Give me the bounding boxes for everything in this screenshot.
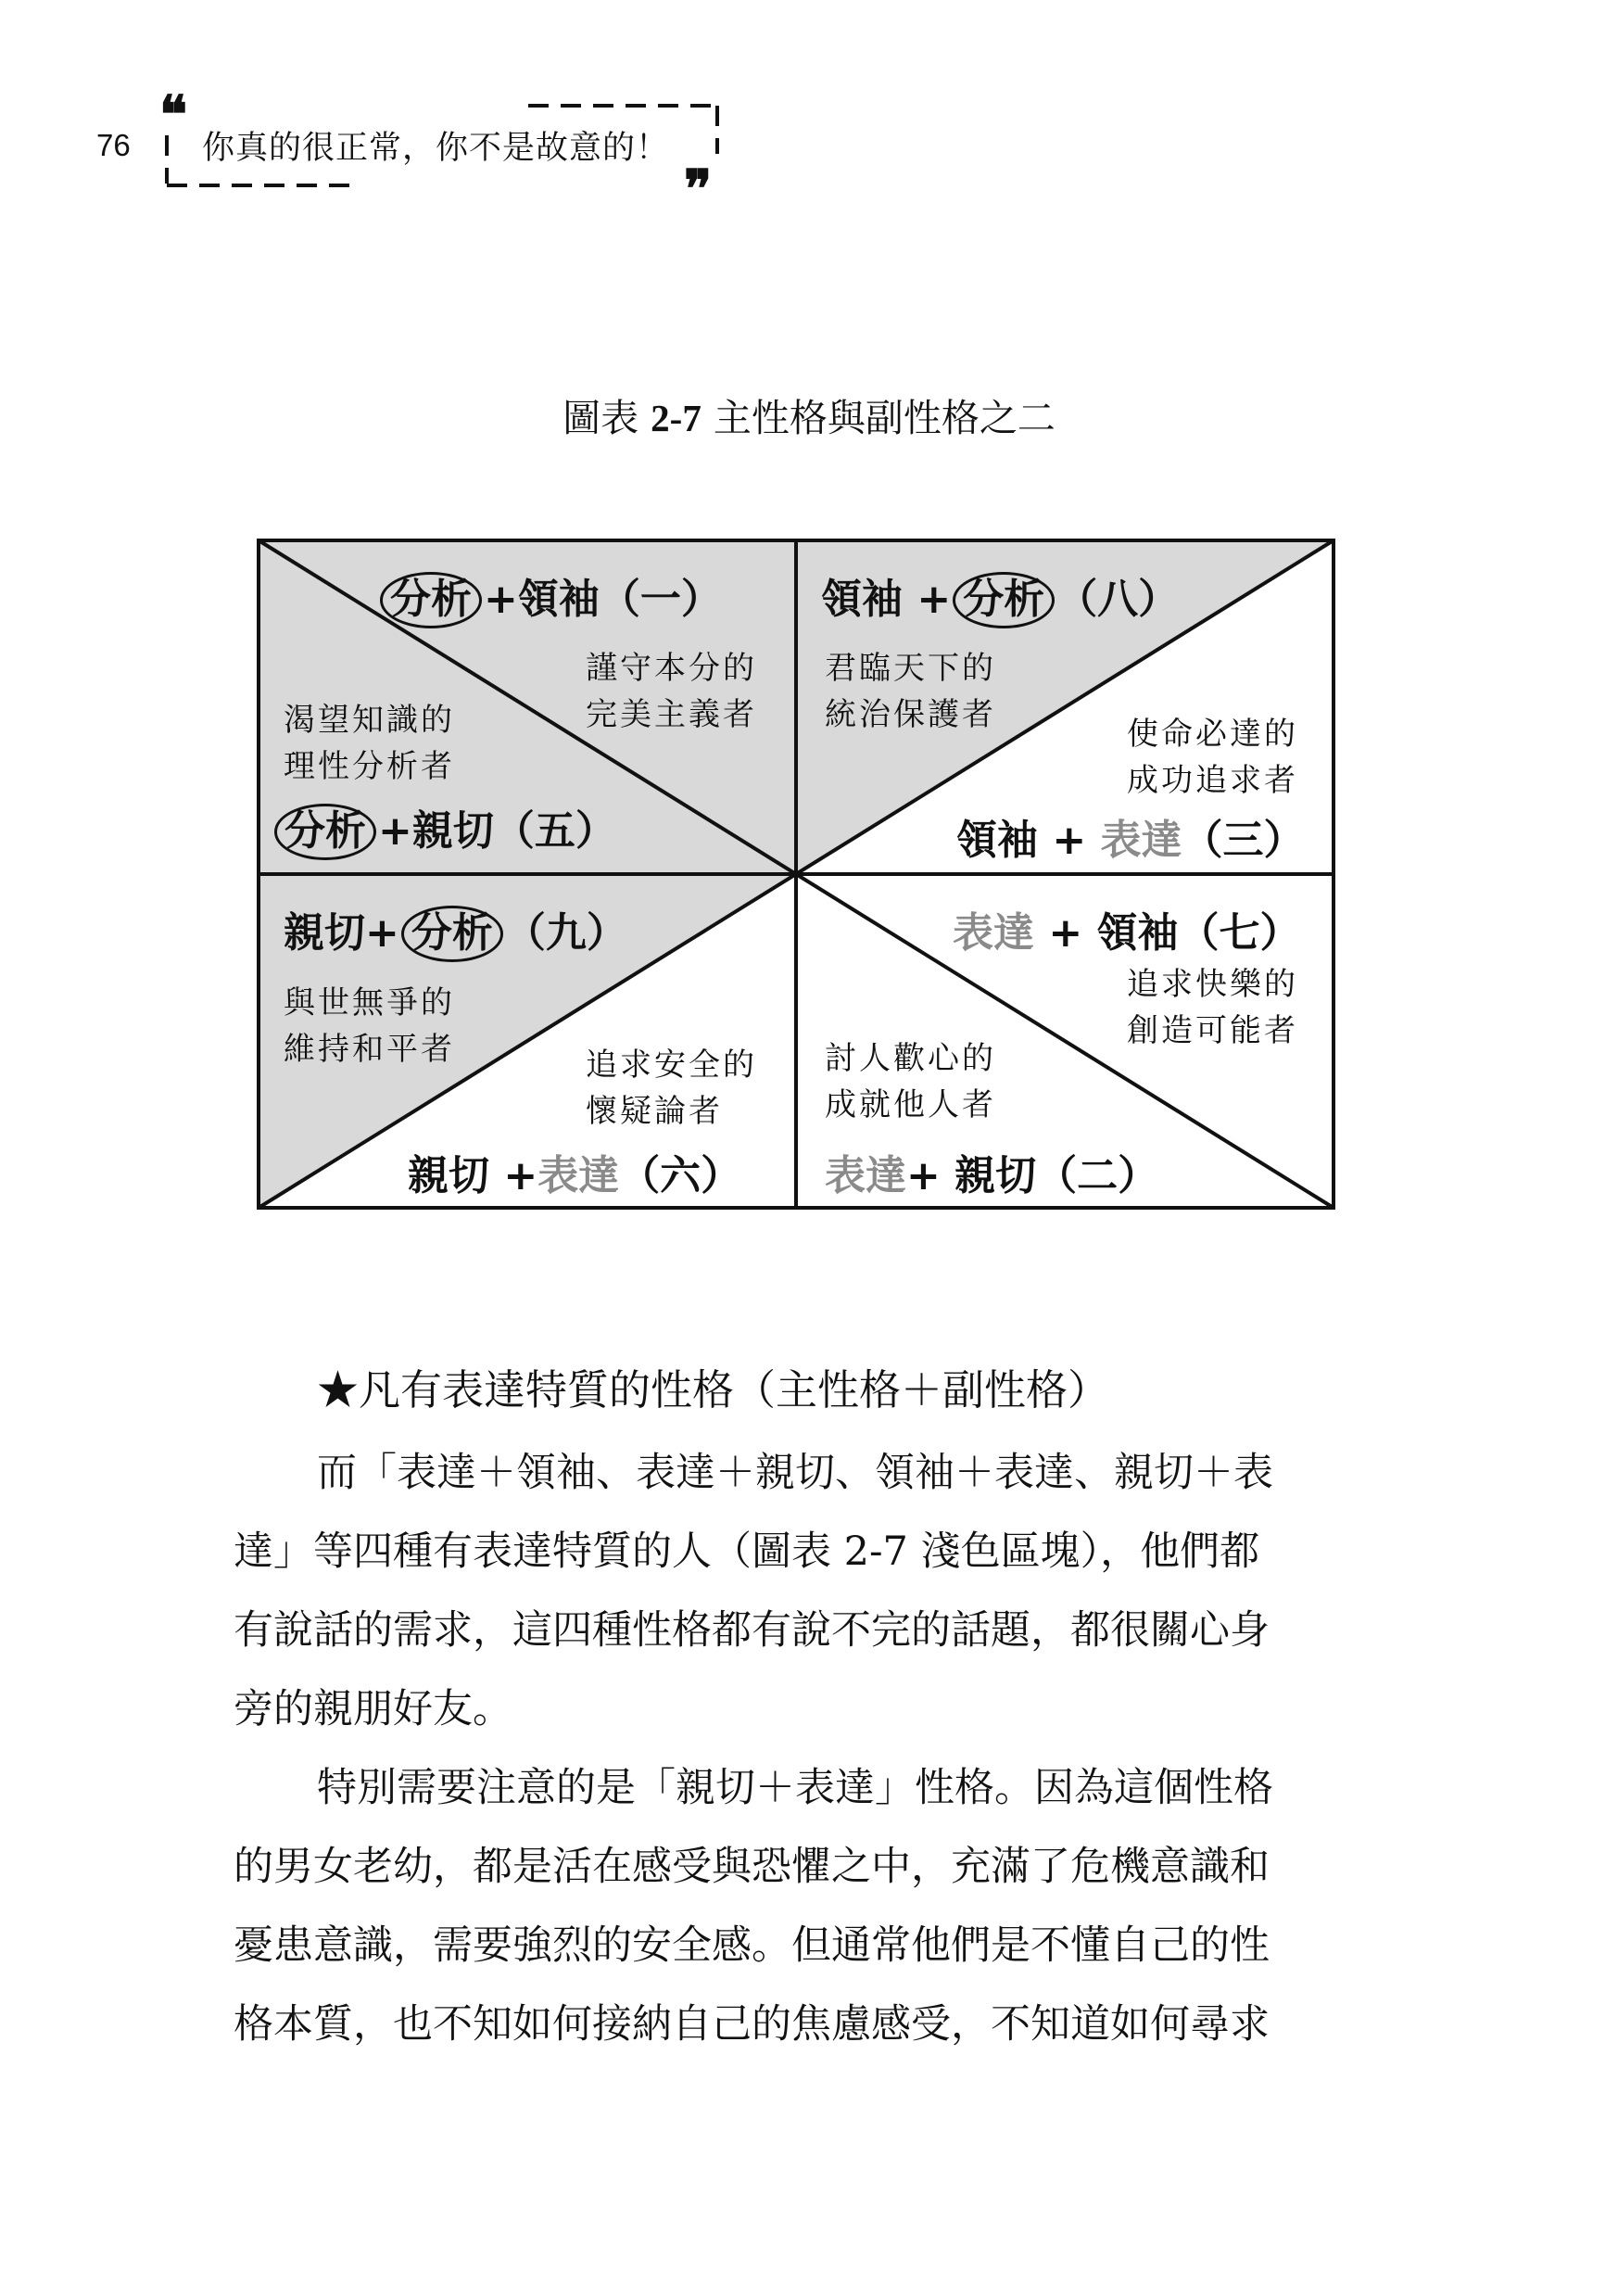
type-6-desc-line-1: 追求安全的 [586,1047,757,1084]
figure-caption [0,387,1618,442]
figure-caption-prefix: 圖表 [563,396,639,440]
type-8-title: 領袖 + 分析 （八） [821,565,1179,628]
type-9-desc-line-1: 與世無爭的 [284,984,455,1021]
diagram-grid [256,538,1336,1211]
circled-analysis: 分析 [401,906,503,962]
type-7-desc-line-1: 追求快樂的 [1127,966,1298,1003]
type-7-title: 表達 + 領袖（七） [953,909,1301,957]
type-9-desc-line-2: 維持和平者 [284,1031,455,1068]
personality-diagram [256,538,1336,1211]
type-5-desc-line-1: 渴望知識的 [284,702,455,739]
type-1-desc-line-2: 完美主義者 [586,696,757,733]
paragraph-1-line-1: 而「表達＋領袖、表達＋親切、領袖＋表達、親切＋表 [317,1450,1273,1496]
paragraph-1-line-4: 旁的親朋好友。 [234,1686,512,1732]
type-3-desc-line-2: 成功追求者 [1127,762,1298,799]
type-2-title: 表達+ 親切（二） [825,1152,1159,1199]
type-5-title: 分析 +親切（五） [272,797,616,860]
type-2-desc-line-2: 成就他人者 [825,1086,996,1123]
type-1-desc-line-1: 謹守本分的 [586,650,757,687]
type-2-desc-line-1: 討人歡心的 [825,1040,996,1077]
type-8-desc-line-1: 君臨天下的 [825,650,996,687]
open-quote-mark: ❝ [159,84,188,146]
circled-analysis: 分析 [953,572,1055,628]
type-3-title: 領袖 + 表達（三） [956,817,1305,864]
figure-caption-number: 2-7 [651,397,702,439]
figure-caption-title: 主性格與副性格之二 [713,396,1055,440]
circled-analysis: 分析 [274,804,376,860]
page-number: 76 [96,128,131,162]
type-5-desc-line-2: 理性分析者 [284,748,455,785]
paragraph-2-line-3: 憂患意識，需要強烈的安全感。但通常他們是不懂自己的性 [234,1922,1270,1969]
section-heading: ★凡有表達特質的性格（主性格＋副性格） [317,1365,1110,1414]
type-9-title: 親切+ 分析 （九） [284,899,627,962]
paragraph-2-line-4: 格本質，也不知如何接納自己的焦慮感受，不知道如何尋求 [234,2001,1270,2048]
close-quote-mark: ❞ [684,159,713,220]
running-title: 你真的很正常，你不是故意的！ [202,130,670,167]
type-8-desc-line-2: 統治保護者 [825,696,996,733]
paragraph-1-line-2: 達」等四種有表達特質的人（圖表 2-7 淺色區塊），他們都 [234,1529,1260,1575]
paragraph-1-line-3: 有說話的需求，這四種性格都有說不完的話題，都很關心身 [234,1607,1270,1654]
paragraph-2-line-1: 特別需要注意的是「親切＋表達」性格。因為這個性格 [317,1765,1273,1811]
type-3-desc-line-1: 使命必達的 [1127,716,1298,753]
type-6-title: 親切 +表達（六） [408,1152,742,1199]
circled-analysis: 分析 [380,572,482,628]
type-7-desc-line-2: 創造可能者 [1127,1012,1298,1049]
paragraph-2-line-2: 的男女老幼，都是活在感受與恐懼之中，充滿了危機意識和 [234,1844,1270,1890]
type-6-desc-line-2: 懷疑論者 [586,1093,723,1130]
type-1-title: 分析 +領袖（一） [378,565,722,628]
